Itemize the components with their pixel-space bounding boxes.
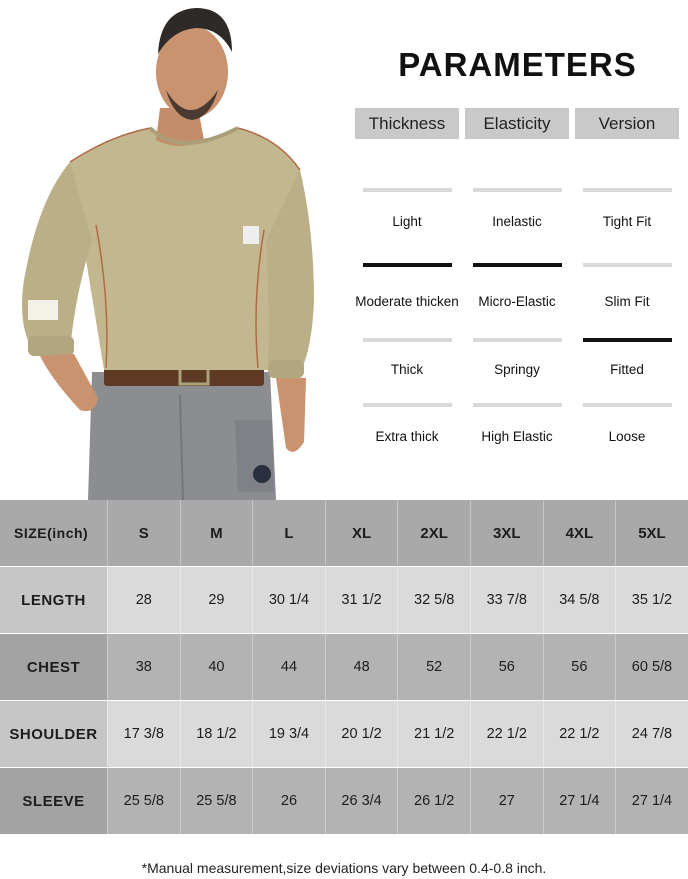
product-model-photo bbox=[0, 0, 340, 500]
measurement-value: 52 bbox=[397, 634, 470, 700]
parameter-level-label: Light bbox=[392, 214, 422, 229]
size-row-shoulder bbox=[0, 701, 688, 767]
measurement-value: 32 5/8 bbox=[397, 567, 470, 633]
measurement-value: 48 bbox=[325, 634, 398, 700]
parameter-header: Version bbox=[575, 108, 679, 139]
parameter-level-indicator bbox=[363, 338, 452, 342]
model-illustration bbox=[0, 0, 340, 500]
parameter-level-label: Extra thick bbox=[375, 429, 439, 444]
parameter-level-indicator bbox=[473, 188, 562, 192]
measurement-value: 24 7/8 bbox=[615, 701, 688, 767]
size-header-l: L bbox=[252, 500, 325, 566]
measurement-value: 27 1/4 bbox=[615, 768, 688, 834]
parameter-level-label: Thick bbox=[390, 362, 424, 377]
measurement-value: 27 1/4 bbox=[543, 768, 616, 834]
parameter-level-indicator bbox=[583, 188, 672, 192]
measurement-label: CHEST bbox=[0, 634, 107, 700]
parameter-level-indicator bbox=[583, 263, 672, 267]
size-chart-table bbox=[0, 500, 688, 835]
parameters-title: PARAMETERS bbox=[398, 46, 637, 83]
measurement-value: 27 bbox=[470, 768, 543, 834]
parameter-level-label: Inelastic bbox=[492, 214, 542, 229]
parameter-level-indicator bbox=[583, 403, 672, 407]
size-header-s: S bbox=[107, 500, 180, 566]
parameter-level-indicator-selected bbox=[363, 263, 452, 267]
measurement-value: 25 5/8 bbox=[107, 768, 180, 834]
measurement-label: SLEEVE bbox=[0, 768, 107, 834]
measurement-value: 44 bbox=[252, 634, 325, 700]
parameter-level-label: Slim Fit bbox=[604, 294, 650, 309]
parameter-column-elasticity bbox=[465, 108, 569, 444]
parameter-column-thickness bbox=[355, 108, 459, 444]
parameter-header: Thickness bbox=[355, 108, 459, 139]
size-corner-label: SIZE(inch) bbox=[0, 500, 107, 566]
size-row-chest bbox=[0, 634, 688, 700]
measurement-value: 33 7/8 bbox=[470, 567, 543, 633]
measurement-value: 29 bbox=[180, 567, 253, 633]
size-header-3xl: 3XL bbox=[470, 500, 543, 566]
size-header-xl: XL bbox=[325, 500, 398, 566]
measurement-value: 34 5/8 bbox=[543, 567, 616, 633]
measurement-value: 26 1/2 bbox=[397, 768, 470, 834]
size-header-row bbox=[0, 500, 688, 566]
measurement-value: 17 3/8 bbox=[107, 701, 180, 767]
measurement-value: 30 1/4 bbox=[252, 567, 325, 633]
parameter-level-indicator bbox=[363, 403, 452, 407]
measurement-value: 38 bbox=[107, 634, 180, 700]
parameter-level-indicator-selected bbox=[473, 263, 562, 267]
measurement-value: 35 1/2 bbox=[615, 567, 688, 633]
measurement-value: 56 bbox=[543, 634, 616, 700]
measurement-value: 26 3/4 bbox=[325, 768, 398, 834]
measurement-value: 22 1/2 bbox=[543, 701, 616, 767]
measurement-footnote: *Manual measurement,size deviations vary between 0.4-0.8 inch. bbox=[141, 860, 547, 876]
parameter-level-label: Micro-Elastic bbox=[478, 294, 556, 309]
size-row-length bbox=[0, 567, 688, 633]
parameter-level-label: High Elastic bbox=[481, 429, 553, 444]
measurement-value: 28 bbox=[107, 567, 180, 633]
parameter-level-indicator bbox=[473, 403, 562, 407]
parameter-column-version bbox=[575, 108, 679, 444]
parameter-level-label: Tight Fit bbox=[602, 214, 652, 229]
parameter-level-label: Moderate thicken bbox=[355, 294, 459, 309]
measurement-value: 56 bbox=[470, 634, 543, 700]
measurement-value: 40 bbox=[180, 634, 253, 700]
measurement-value: 19 3/4 bbox=[252, 701, 325, 767]
parameter-level-indicator bbox=[363, 188, 452, 192]
parameter-level-label: Loose bbox=[608, 429, 646, 444]
parameter-level-label: Springy bbox=[494, 362, 540, 377]
size-header-4xl: 4XL bbox=[543, 500, 616, 566]
parameter-level-indicator bbox=[473, 338, 562, 342]
measurement-value: 21 1/2 bbox=[397, 701, 470, 767]
measurement-value: 20 1/2 bbox=[325, 701, 398, 767]
parameter-level-indicator-selected bbox=[583, 338, 672, 342]
measurement-value: 26 bbox=[252, 768, 325, 834]
measurement-value: 25 5/8 bbox=[180, 768, 253, 834]
parameter-header: Elasticity bbox=[465, 108, 569, 139]
measurement-value: 22 1/2 bbox=[470, 701, 543, 767]
size-header-2xl: 2XL bbox=[397, 500, 470, 566]
measurement-label: LENGTH bbox=[0, 567, 107, 633]
size-header-5xl: 5XL bbox=[615, 500, 688, 566]
size-row-sleeve bbox=[0, 768, 688, 834]
measurement-label: SHOULDER bbox=[0, 701, 107, 767]
measurement-value: 60 5/8 bbox=[615, 634, 688, 700]
measurement-value: 31 1/2 bbox=[325, 567, 398, 633]
parameter-level-label: Fitted bbox=[610, 362, 644, 377]
size-header-m: M bbox=[180, 500, 253, 566]
measurement-value: 18 1/2 bbox=[180, 701, 253, 767]
